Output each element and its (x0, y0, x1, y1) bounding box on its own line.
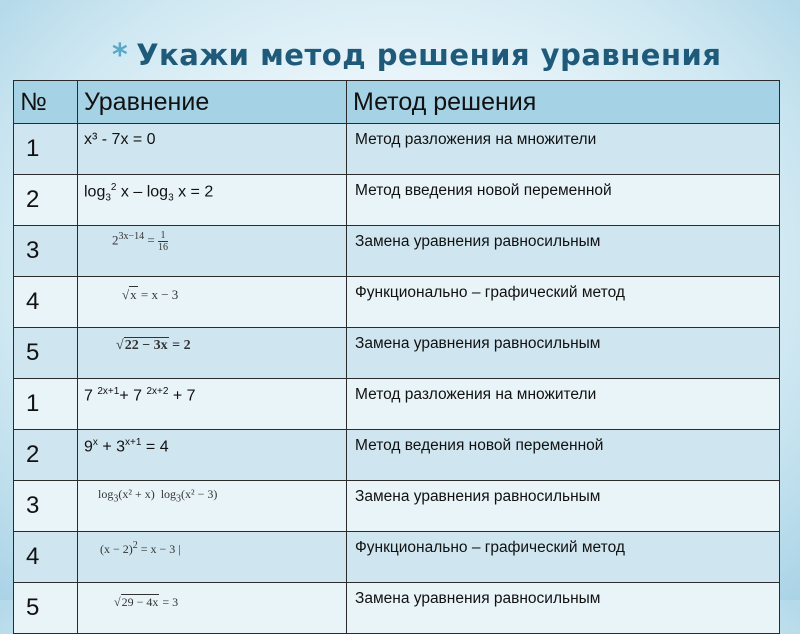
header-equation: Уравнение (78, 81, 347, 124)
table-row (14, 226, 780, 277)
row-method: Метод введения новой переменной (347, 175, 780, 226)
table-row (14, 379, 780, 430)
row-number: 5 (14, 583, 78, 634)
table-row (14, 175, 780, 226)
row-method: Метод разложения на множители (347, 379, 780, 430)
row-equation: x³ - 7x = 0 (78, 124, 347, 175)
row-method: Замена уравнения равносильным (347, 481, 780, 532)
table-header-row (14, 81, 780, 124)
row-equation: $\log_3(x^2 + x) \log_3(x^2 - 3)$ (78, 481, 347, 532)
row-method: Функционально – графический метод (347, 277, 780, 328)
row-equation: √29 − 4x = 3 (78, 583, 347, 634)
header-num: № (14, 81, 78, 124)
table-row (14, 532, 780, 583)
row-number: 5 (14, 328, 78, 379)
table-row (14, 328, 780, 379)
row-equation: 7 $^{2x+1}$+ 7 $^{2x+2}$ + 7 (78, 379, 347, 430)
row-method: Функционально – графический метод (347, 532, 780, 583)
row-number: 4 (14, 532, 78, 583)
table-row (14, 277, 780, 328)
slide-title-text: Укажи метод решения уравнения (136, 38, 722, 72)
header-method: Метод решения (347, 81, 780, 124)
row-number: 2 (14, 430, 78, 481)
row-number: 3 (14, 226, 78, 277)
row-method: Замена уравнения равносильным (347, 328, 780, 379)
row-number: 2 (14, 175, 78, 226)
row-equation: $2^{3x-14}$ = $\frac{1}{16}$ (78, 226, 347, 277)
table-row (14, 583, 780, 634)
row-method: Метод разложения на множители (347, 124, 780, 175)
row-equation: $\log_3^2 x - \log_3 x = 2$ (78, 175, 347, 226)
row-method: Замена уравнения равносильным (347, 583, 780, 634)
row-method: Метод ведения новой переменной (347, 430, 780, 481)
methods-table (13, 80, 780, 634)
slide-title (112, 30, 721, 80)
table-row (14, 481, 780, 532)
row-equation: √22 − 3x = 2 (78, 328, 347, 379)
row-number: 1 (14, 124, 78, 175)
table-row (14, 124, 780, 175)
row-equation: $(x - 2)^2 = x - 3$ | (78, 532, 347, 583)
row-number: 3 (14, 481, 78, 532)
row-number: 4 (14, 277, 78, 328)
row-equation: √x = x − 3 (78, 277, 347, 328)
row-method: Замена уравнения равносильным (347, 226, 780, 277)
table-row (14, 430, 780, 481)
row-equation: $9^x + 3^{x+1} = 4$ (78, 430, 347, 481)
row-number: 1 (14, 379, 78, 430)
bullet-star-icon: * (112, 37, 129, 73)
